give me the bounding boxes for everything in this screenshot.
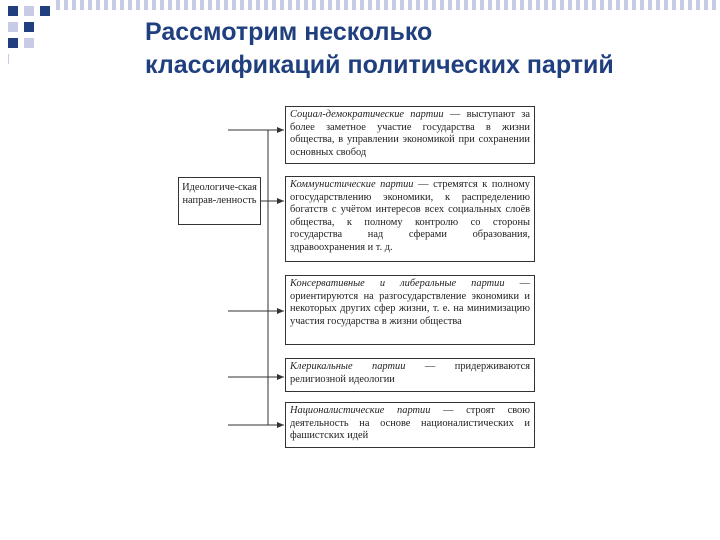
title-line-1: Рассмотрим несколько	[145, 18, 433, 46]
party-name: Коммунистические партии	[290, 179, 414, 190]
party-description: — выступают за более заметное участие государства в жизни общества, в управлении экономикой при сохранении основных свобод	[290, 109, 530, 158]
party-name: Националистические партии	[290, 405, 431, 416]
party-box-communist	[285, 176, 535, 262]
party-description: — придерживаются религиозной идеологии	[290, 361, 530, 385]
party-box-social-democratic	[285, 106, 535, 164]
root-node-ideology	[178, 177, 261, 225]
party-description: — строят свою деятельность на основе националистических и фашистских идей	[290, 405, 530, 442]
party-name: Консервативные и либеральные партии	[290, 278, 505, 289]
title-line-2: классификаций политических партий	[145, 51, 614, 79]
party-description: — ориентируются на разгосударствление экономики и некоторых других сфер жизни, т. е. на минимизацию участия государства в жизни общества	[290, 278, 530, 327]
party-name: Клерикальные партии	[290, 361, 406, 372]
root-node-label: Идеологиче-ская направ-ленность	[182, 182, 257, 206]
party-box-clerical	[285, 358, 535, 392]
party-description: — стремятся к полному огосударствлению экономики, к распределению богатств с учётом интересов всех социальных слоёв общества, к полному контролю со стороны государства над сферами образования, здравоохранения и т. д.	[290, 179, 530, 253]
party-box-nationalist	[285, 402, 535, 448]
party-box-conservative-liberal	[285, 275, 535, 345]
party-name: Социал-демократические партии	[290, 109, 444, 120]
